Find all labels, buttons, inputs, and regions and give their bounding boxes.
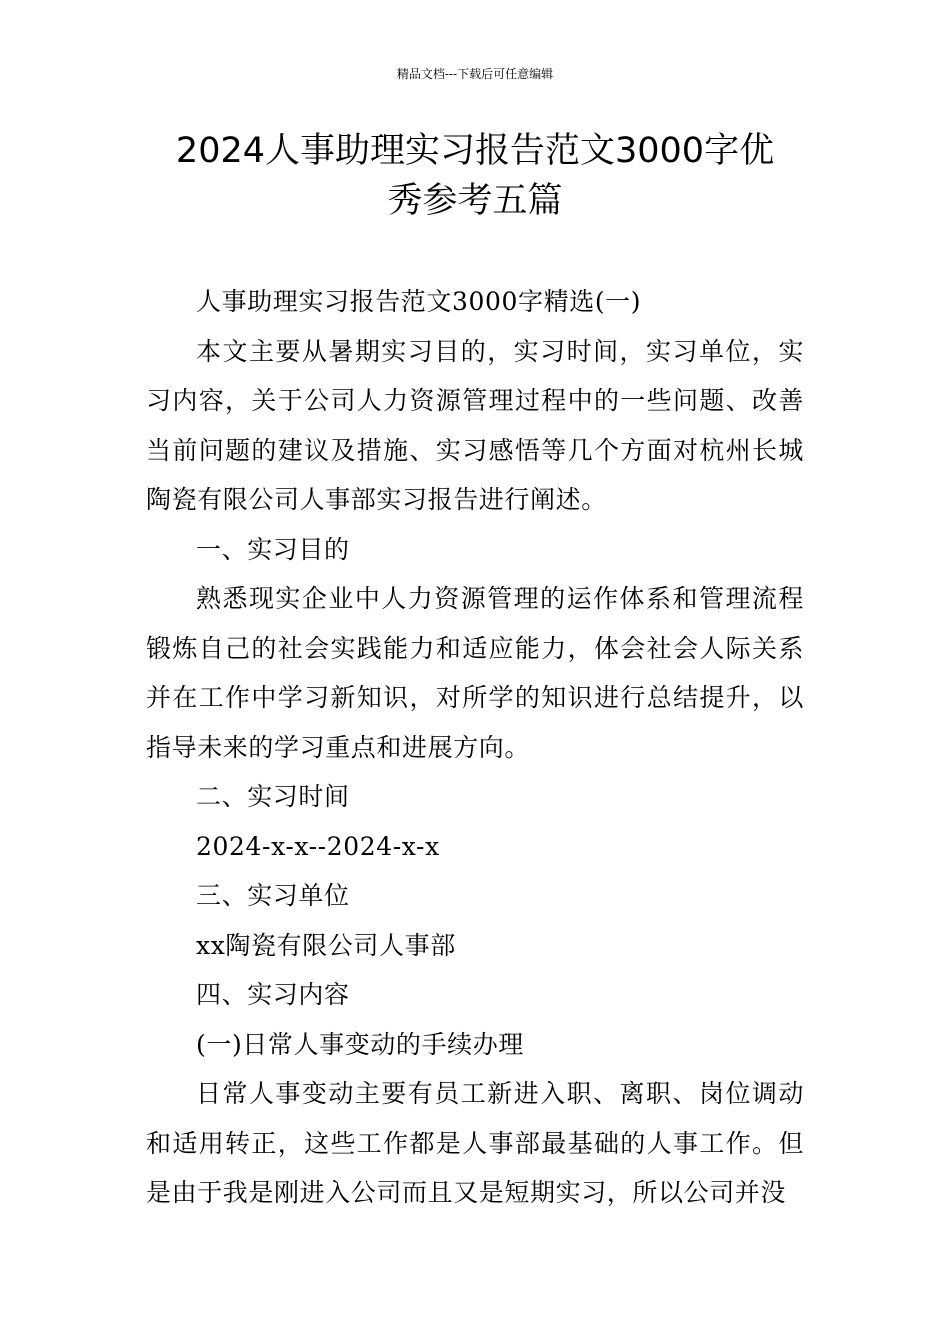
- purpose-paragraph: 熟悉现实企业中人力资源管理的运作体系和管理流程锻炼自己的社会实践能力和适应能力，体会社会人际关系并在工作中学习新知识，对所学的知识进行总结提升，以指导未来的学习重点和进展方向。: [146, 584, 804, 762]
- document-body: [146, 277, 804, 1218]
- section-heading-content: 四、实习内容: [196, 980, 350, 1009]
- time-paragraph: 2024-x-x--2024-x-x: [196, 831, 440, 861]
- section-heading-purpose: 一、实习目的: [196, 534, 350, 564]
- section-heading-time: 二、实习时间: [196, 782, 350, 811]
- subsection-heading-daily: (一)日常人事变动的手续办理: [196, 1029, 524, 1059]
- title-line-1: 2024人事助理实习报告范文3000字优: [175, 131, 775, 171]
- intro-paragraph: 本文主要从暑期实习目的，实习时间，实习单位，实习内容，关于公司人力资源管理过程中的一些问题、改善当前问题的建议及措施、实习感悟等几个方面对杭州长城陶瓷有限公司人事部实习报告进行阐述。: [146, 336, 804, 514]
- document-title: [120, 126, 830, 226]
- section-heading-unit: 三、实习单位: [196, 881, 350, 910]
- subtitle-paragraph: 人事助理实习报告范文3000字精选(一): [196, 287, 642, 316]
- page-header: 精品文档---下载后可任意编辑: [396, 67, 554, 81]
- unit-paragraph: xx陶瓷有限公司人事部: [196, 930, 456, 960]
- daily-paragraph: 日常人事变动主要有员工新进入职、离职、岗位调动和适用转正，这些工作都是人事部最基础的人事工作。但是由于我是刚进入公司而且又是短期实习，所以公司并没: [146, 1079, 804, 1207]
- title-line-2: 秀参考五篇: [387, 181, 563, 221]
